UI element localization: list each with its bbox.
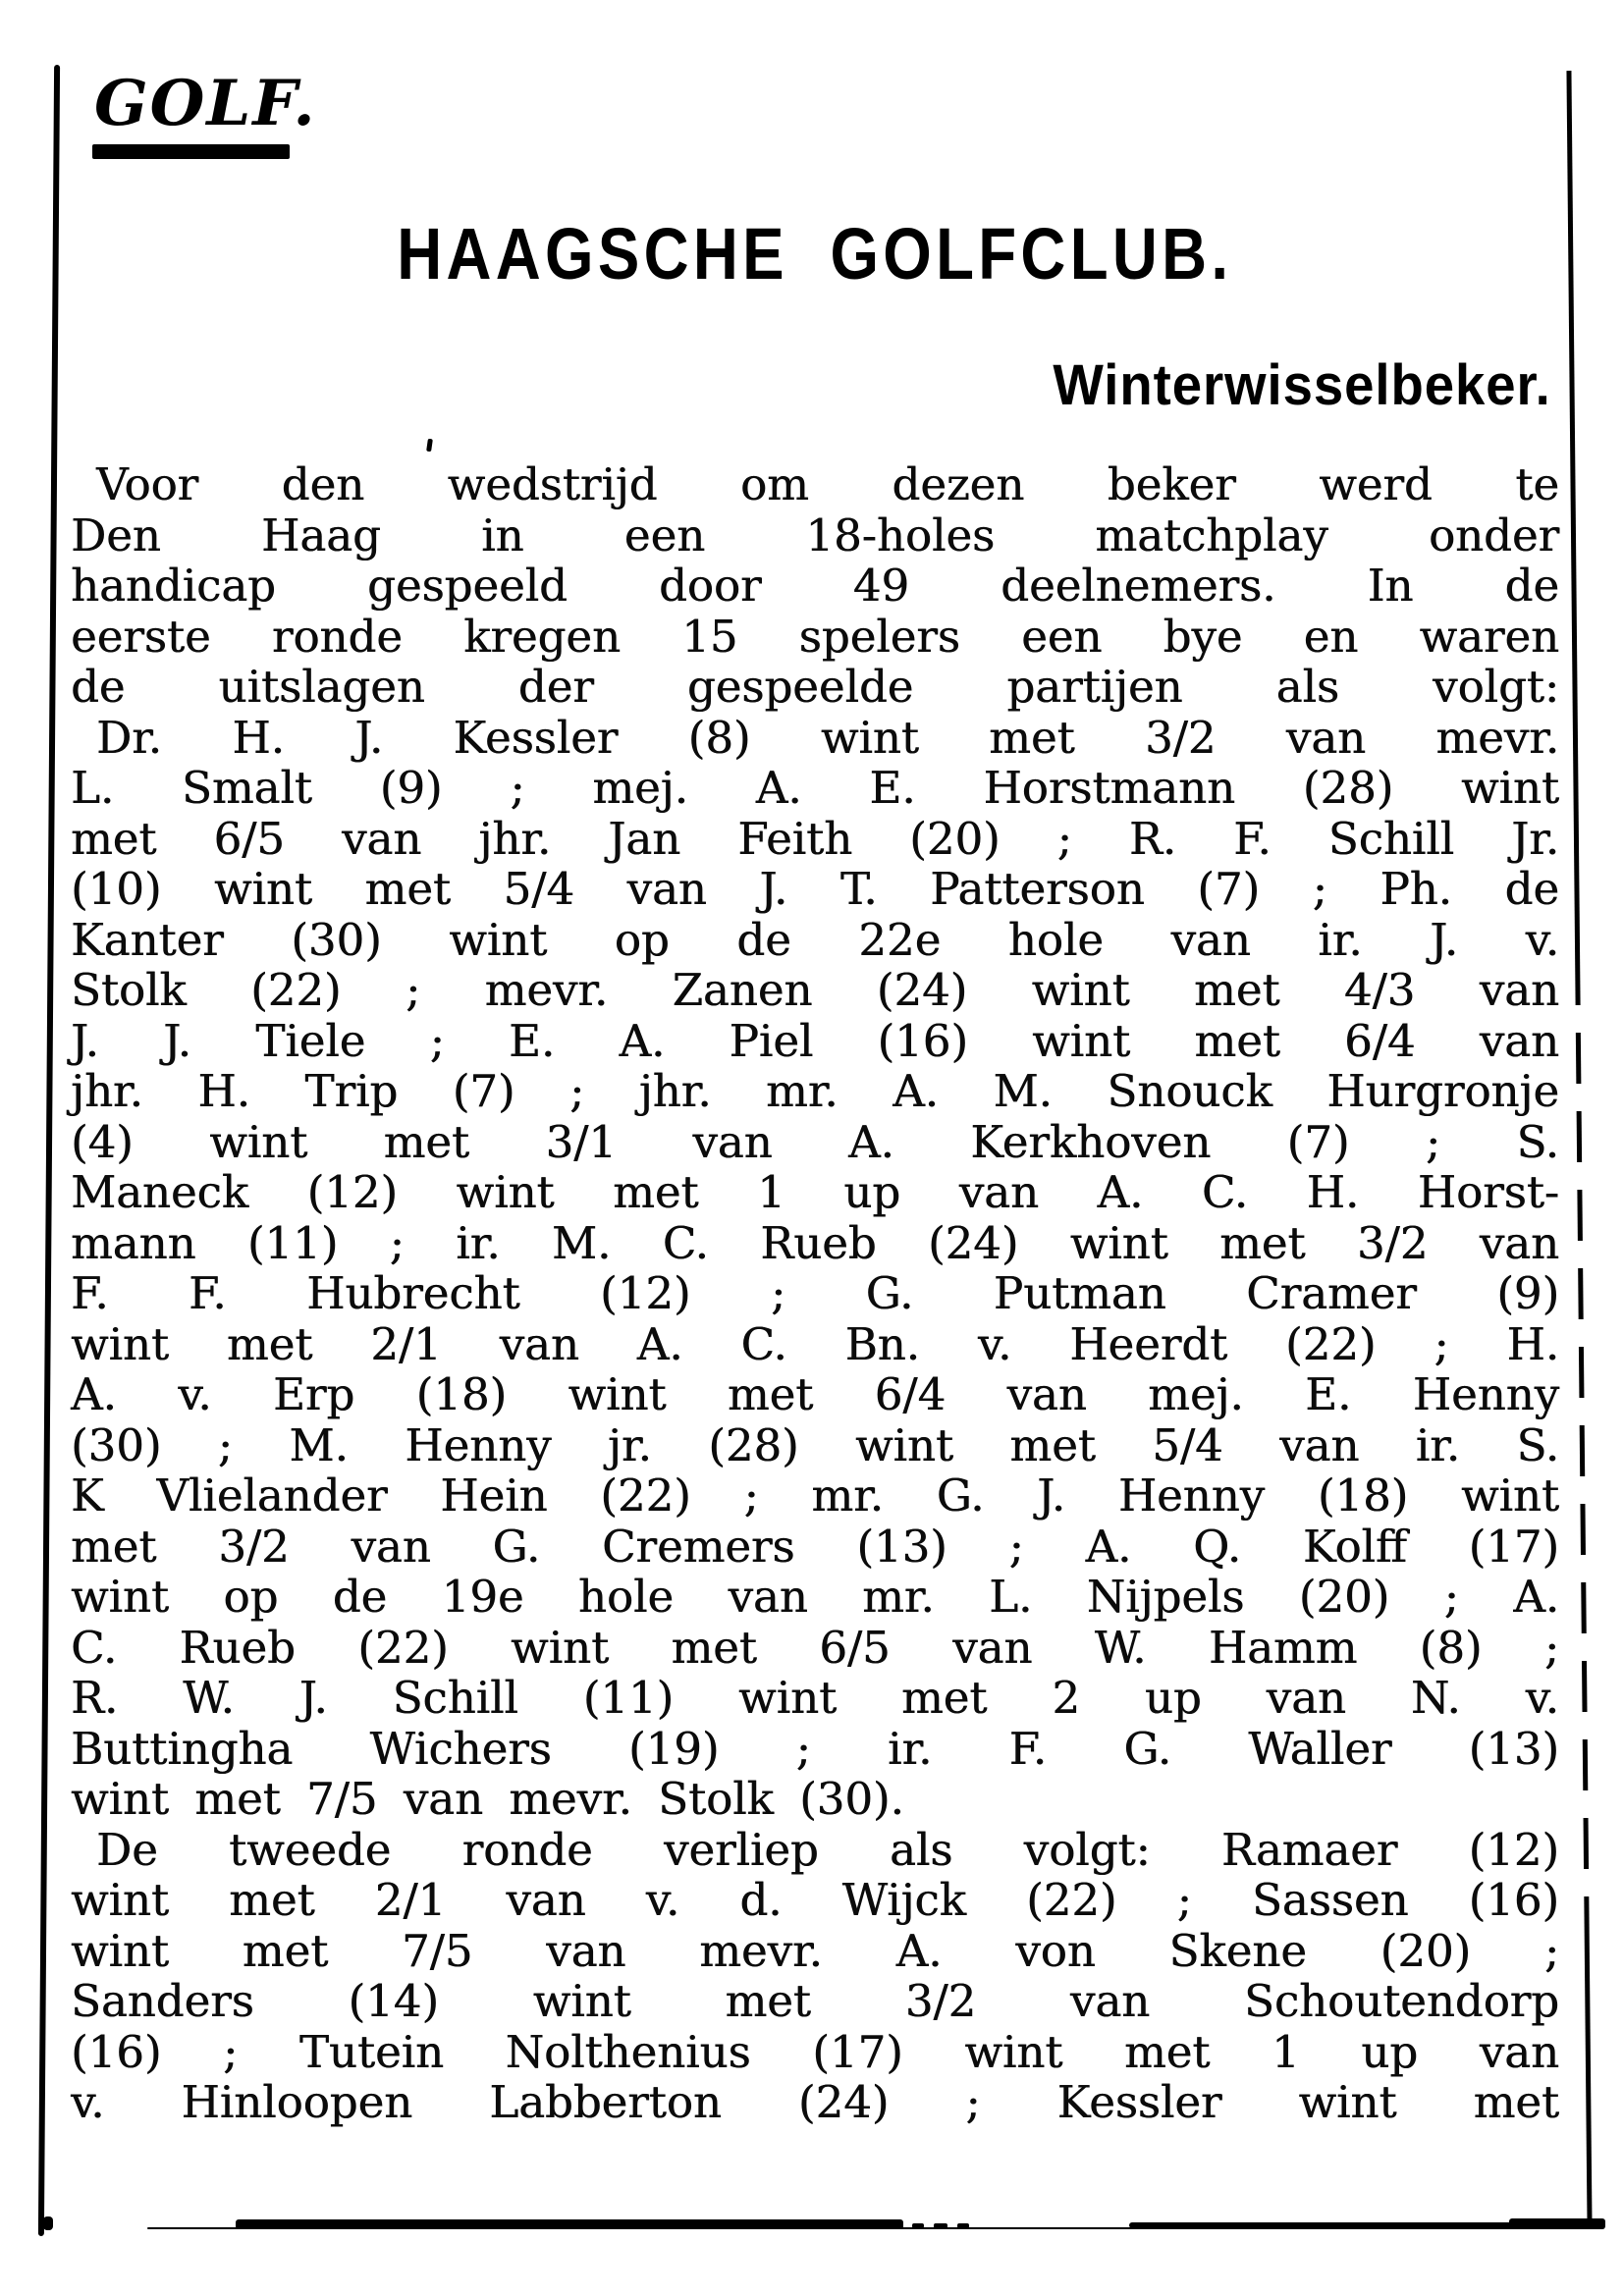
body-line: handicap gespeeld door 49 deelnemers. In de: [71, 560, 1559, 612]
section-heading-underline: [92, 144, 290, 159]
article-body: [71, 459, 1559, 2128]
article-headline: [71, 213, 1559, 294]
body-line: wint met 2/1 van A. C. Bn. v. Heerdt (22) ; H.: [71, 1317, 1559, 1370]
body-line: de uitslagen der gespeelde partijen als volgt:: [71, 661, 1559, 713]
body-line: met 3/2 van G. Cremers (13) ; A. Q. Kolff (17): [71, 1520, 1559, 1573]
body-line: C. Rueb (22) wint met 6/5 van W. Hamm (8) ;: [71, 1621, 1559, 1674]
bottom-rule-dotted-segment: [889, 2223, 977, 2228]
body-line: A. v. Erp (18) wint met 6/4 van mej. E. Henny: [71, 1368, 1559, 1420]
body-line: Voor den wedstrijd om dezen beker werd te: [96, 458, 1559, 510]
body-line: J. J. Tiele ; E. A. Piel (16) wint met 6/4 van: [71, 1014, 1559, 1067]
right-column-rule: [1566, 71, 1592, 2226]
bottom-rule-segment: [236, 2219, 903, 2229]
body-line: eerste ronde kregen 15 spelers een bye en waren: [71, 610, 1559, 663]
bottom-rule-segment: [1509, 2218, 1605, 2229]
body-line: (10) wint met 5/4 van J. T. Patterson (7) ; Ph. de: [71, 863, 1559, 915]
body-line: Den Haag in een 18-holes matchplay onder: [71, 508, 1559, 561]
body-line: L. Smalt (9) ; mej. A. E. Horstmann (28) wint: [71, 762, 1559, 814]
body-line: (16) ; Tutein Nolthenius (17) wint met 1 up van: [71, 2025, 1559, 2078]
article-subheading: [71, 353, 1551, 417]
body-line: R. W. J. Schill (11) wint met 2 up van N. v.: [71, 1672, 1559, 1724]
left-column-rule: [38, 65, 60, 2236]
body-line: De tweede ronde verliep als volgt: Ramaer (12): [96, 1823, 1559, 1876]
body-line: met 6/5 van jhr. Jan Feith (20) ; R. F. Schill Jr.: [71, 812, 1559, 865]
body-line: (30) ; M. Henny jr. (28) wint met 5/4 van ir. S.: [71, 1418, 1559, 1471]
article-subheading-text: Winterwisselbeker.: [1053, 353, 1551, 417]
body-line: (4) wint met 3/1 van A. Kerkhoven (7) ; S.: [71, 1115, 1559, 1168]
body-line: wint met 7/5 van mevr. Stolk (30).: [71, 1773, 904, 1825]
body-line: jhr. H. Trip (7) ; jhr. mr. A. M. Snouck Hurgronje: [71, 1065, 1559, 1117]
section-heading: GOLF.: [94, 67, 317, 140]
body-line: Dr. H. J. Kessler (8) wint met 3/2 van mevr.: [96, 711, 1559, 764]
body-line: Sanders (14) wint met 3/2 van Schoutendorp: [71, 1975, 1559, 2027]
body-line: wint met 7/5 van mevr. A. von Skene (20) ;: [71, 1924, 1559, 1977]
body-line: Buttingha Wichers (19) ; ir. F. G. Waller (13): [71, 1722, 1559, 1775]
body-line: wint met 2/1 van v. d. Wijck (22) ; Sassen (16): [71, 1874, 1559, 1926]
body-line: wint op de 19e hole van mr. L. Nijpels (20) ; A.: [71, 1571, 1559, 1623]
ink-speck: [43, 2216, 53, 2230]
right-rule-segment: [1584, 1896, 1592, 2226]
body-line: v. Hinloopen Labberton (24) ; Kessler wint met: [71, 2076, 1559, 2128]
body-line: Maneck (12) wint met 1 up van A. C. H. Horst-: [71, 1166, 1559, 1218]
body-line: F. F. Hubrecht (12) ; G. Putman Cramer (9): [71, 1267, 1559, 1319]
body-line: mann (11) ; ir. M. C. Rueb (24) wint met 3/2 van: [71, 1216, 1559, 1269]
right-rule-segment: [1566, 71, 1580, 954]
article-headline-text: HAAGSCHE GOLFCLUB.: [397, 213, 1233, 294]
right-rule-dashed-segment: [1575, 954, 1589, 1896]
body-line: Kanter (30) wint op de 22e hole van ir. J. v.: [71, 913, 1559, 966]
body-line: K Vlielander Hein (22) ; mr. G. J. Henny (18) wint: [71, 1469, 1559, 1522]
ink-speck: [426, 439, 433, 453]
body-line: Stolk (22) ; mevr. Zanen (24) wint met 4/3 van: [71, 964, 1559, 1016]
bottom-rule-segment: [1129, 2222, 1522, 2228]
